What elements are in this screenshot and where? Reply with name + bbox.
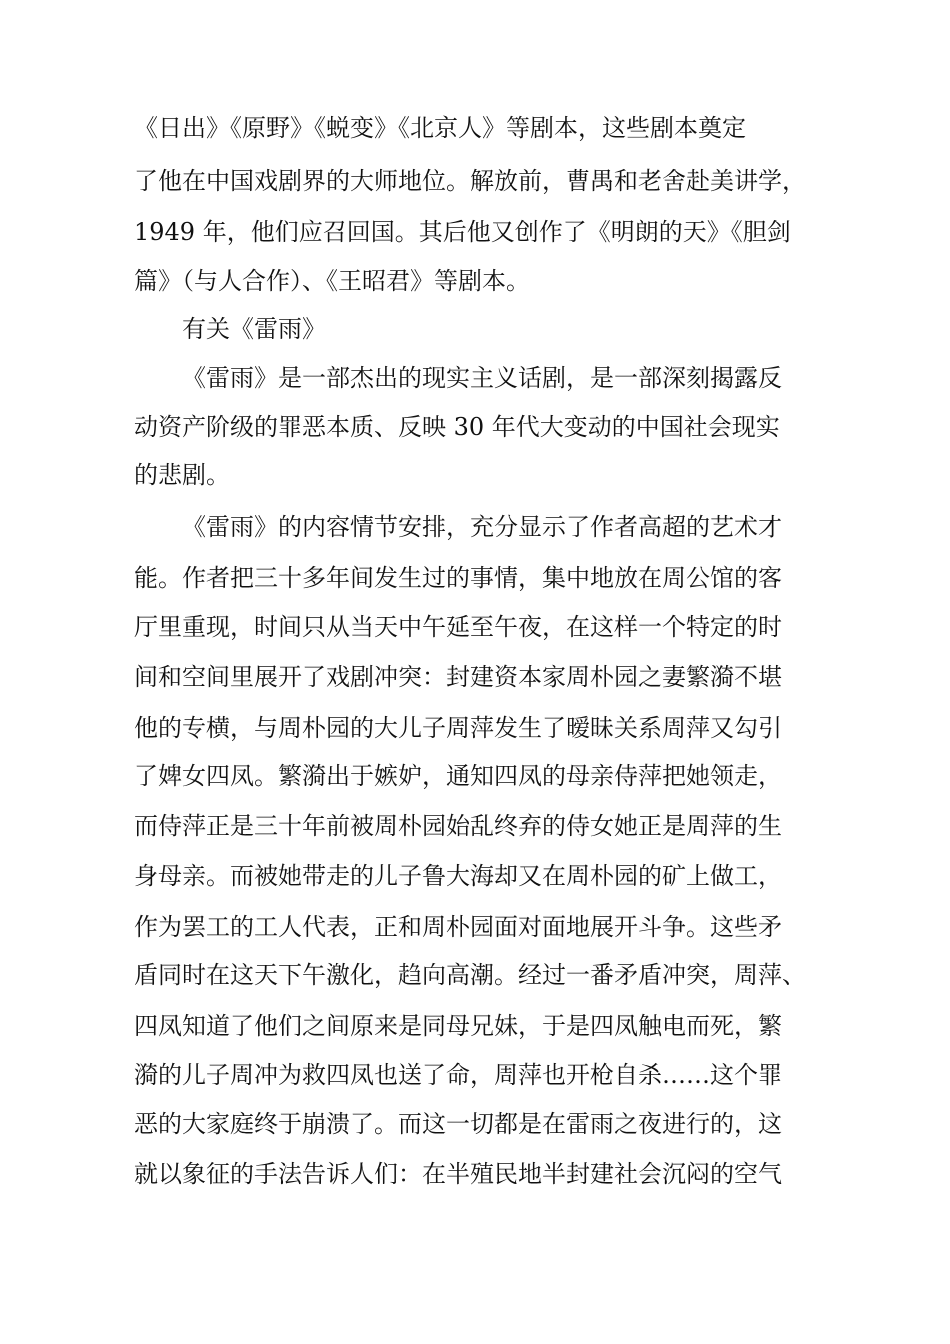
text-line: 恶的大家庭终于崩溃了。而这一切都是在雷雨之夜进行的，这	[134, 1110, 782, 1138]
text-line: 了他在中国戏剧界的大师地位。解放前，曹禺和老舍赴美讲学，	[134, 167, 806, 195]
text-line: 四凤知道了他们之间原来是同母兄妹，于是四凤触电而死，繁	[134, 1012, 782, 1040]
text-line: 动资产阶级的罪恶本质、反映 30 年代大变动的中国社会现实	[134, 413, 780, 441]
section-heading: 有关《雷雨》	[182, 315, 326, 343]
text-line: 《日出》《原野》《蜕变》《北京人》等剧本，这些剧本奠定	[134, 114, 746, 142]
text-line: 身母亲。而被她带走的儿子鲁大海却又在周朴园的矿上做工，	[134, 862, 782, 890]
text-line: 《雷雨》的内容情节安排，充分显示了作者高超的艺术才	[182, 513, 782, 541]
text-line: 间和空间里展开了戏剧冲突：封建资本家周朴园之妻繁漪不堪	[134, 663, 782, 691]
text-line: 1949 年，他们应召回国。其后他又创作了《明朗的天》《胆剑	[134, 218, 791, 246]
text-line: 作为罢工的工人代表，正和周朴园面对面地展开斗争。这些矛	[134, 913, 782, 941]
text-line: 盾同时在这天下午激化，趋向高潮。经过一番矛盾冲突，周萍、	[134, 961, 806, 989]
text-line: 了婢女四凤。繁漪出于嫉妒，通知四凤的母亲侍萍把她领走，	[134, 762, 782, 790]
text-line: 他的专横，与周朴园的大儿子周萍发生了暧昧关系周萍又勾引	[134, 714, 782, 742]
text-line: 厅里重现，时间只从当天中午延至午夜，在这样一个特定的时	[134, 613, 782, 641]
text-line: 的悲剧。	[134, 461, 230, 489]
text-line: 就以象征的手法告诉人们：在半殖民地半封建社会沉闷的空气	[134, 1160, 782, 1188]
text-line: 漪的儿子周冲为救四凤也送了命，周萍也开枪自杀……这个罪	[134, 1061, 782, 1089]
text-line: 篇》（与人合作）、《王昭君》等剧本。	[134, 267, 530, 295]
text-line: 而侍萍正是三十年前被周朴园始乱终弃的侍女她正是周萍的生	[134, 812, 782, 840]
text-line: 能。作者把三十多年间发生过的事情，集中地放在周公馆的客	[134, 564, 782, 592]
text-line: 《雷雨》是一部杰出的现实主义话剧，是一部深刻揭露反	[182, 364, 782, 392]
